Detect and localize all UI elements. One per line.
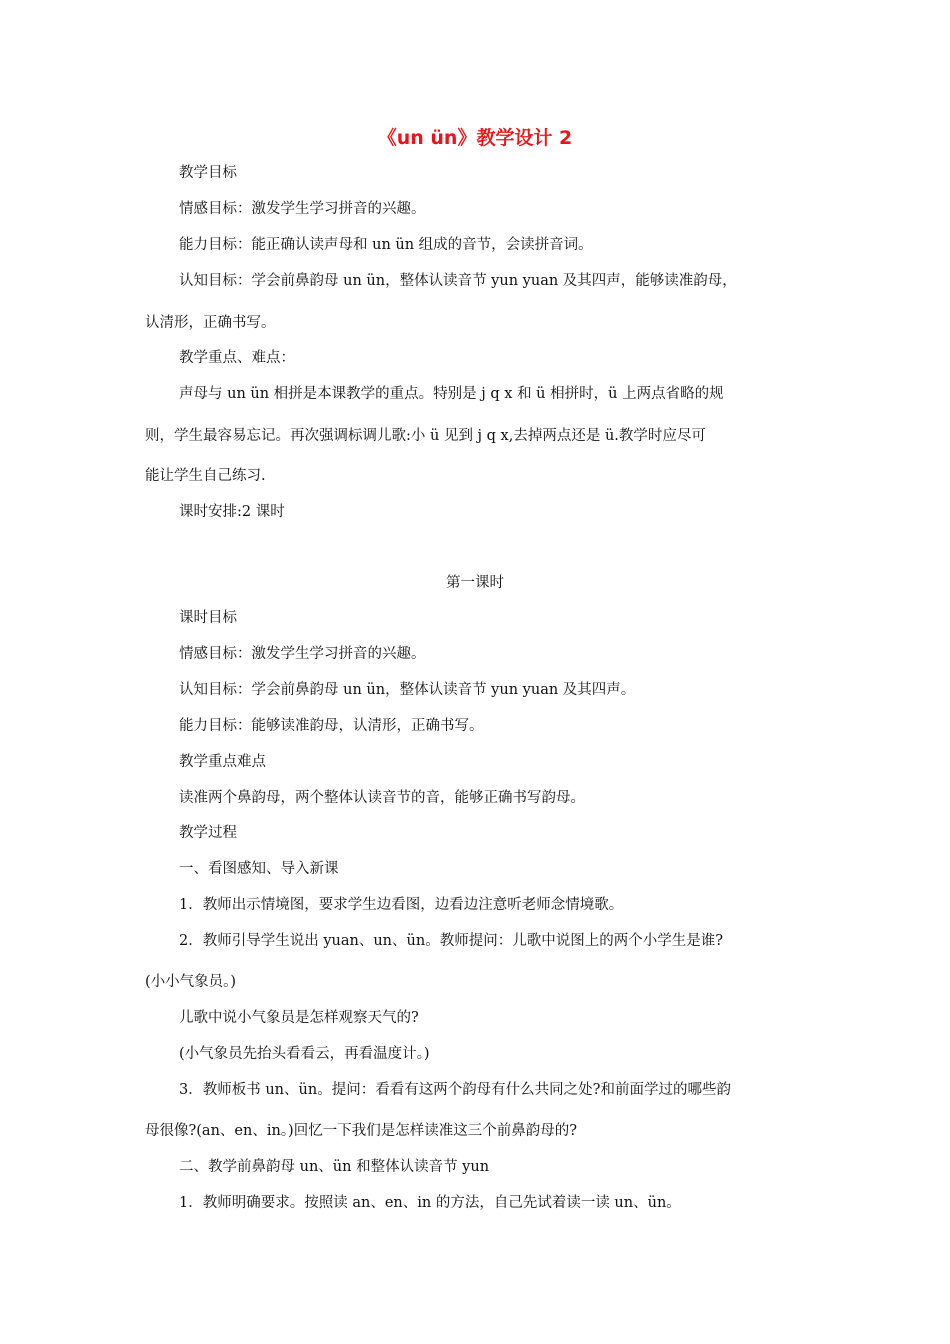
step-3-line-1: 3．教师板书 un、ün。提问：看看有这两个韵母有什么共同之处?和前面学过的哪些韵 bbox=[179, 1082, 731, 1098]
key-points-line-3: 能让学生自己练习. bbox=[145, 468, 266, 484]
lesson-ability-goal: 能力目标：能够读准韵母，认清形，正确书写。 bbox=[179, 718, 484, 734]
step-3-line-2: 母很像?(an、en、in。)回忆一下我们是怎样读准这三个前鼻韵母的? bbox=[145, 1123, 577, 1139]
lesson-emotional-goal: 情感目标：激发学生学习拼音的兴趣。 bbox=[179, 646, 426, 662]
schedule: 课时安排:2 课时 bbox=[179, 504, 285, 520]
section-one-heading: 一、看图感知、导入新课 bbox=[179, 861, 339, 877]
document-title: 《un ün》教学设计 2 bbox=[377, 127, 573, 149]
emotional-goal: 情感目标：激发学生学习拼音的兴趣。 bbox=[179, 201, 426, 217]
key-points-line-1: 声母与 un ün 相拼是本课教学的重点。特别是 j q x 和 ü 相拼时，ü 上两点省略的规 bbox=[179, 386, 724, 402]
section-two-heading: 二、教学前鼻韵母 un、ün 和整体认读音节 yun bbox=[179, 1159, 490, 1175]
step-2-line-2: (小小气象员。) bbox=[145, 974, 237, 990]
lesson-goals-heading: 课时目标 bbox=[179, 610, 237, 626]
teaching-goals-heading: 教学目标 bbox=[179, 165, 237, 181]
answer-weather: (小气象员先抬头看看云，再看温度计。) bbox=[179, 1046, 430, 1062]
key-points-line-2: 则，学生最容易忘记。再次强调标调儿歌:小 ü 见到 j q x,去掉两点还是 ü.教学时应尽可 bbox=[145, 428, 706, 444]
key-points-heading: 教学重点、难点： bbox=[179, 350, 295, 366]
lesson-key-points-heading: 教学重点难点 bbox=[179, 754, 266, 770]
cognitive-goal-line-1: 认知目标：学会前鼻韵母 un ün，整体认读音节 yun yuan 及其四声，能够读准韵母， bbox=[179, 273, 737, 289]
step-1: 1．教师出示情境图，要求学生边看图，边看边注意听老师念情境歌。 bbox=[179, 897, 624, 913]
section-two-step-1: 1．教师明确要求。按照读 an、en、in 的方法，自己先试着读一读 un、ün。 bbox=[179, 1195, 681, 1211]
teaching-process-heading: 教学过程 bbox=[179, 825, 237, 841]
lesson-cognitive-goal: 认知目标：学会前鼻韵母 un ün，整体认读音节 yun yuan 及其四声。 bbox=[179, 682, 636, 698]
ability-goal: 能力目标：能正确认读声母和 un ün 组成的音节，会读拼音词。 bbox=[179, 237, 593, 253]
lesson-one-heading: 第一课时 bbox=[446, 575, 504, 591]
cognitive-goal-line-2: 认清形，正确书写。 bbox=[145, 315, 276, 331]
question-weather: 儿歌中说小气象员是怎样观察天气的? bbox=[179, 1010, 419, 1026]
step-2-line-1: 2．教师引导学生说出 yuan、un、ün。教师提问：儿歌中说图上的两个小学生是谁? bbox=[179, 933, 723, 949]
lesson-key-points: 读准两个鼻韵母，两个整体认读音节的音，能够正确书写韵母。 bbox=[179, 790, 585, 806]
